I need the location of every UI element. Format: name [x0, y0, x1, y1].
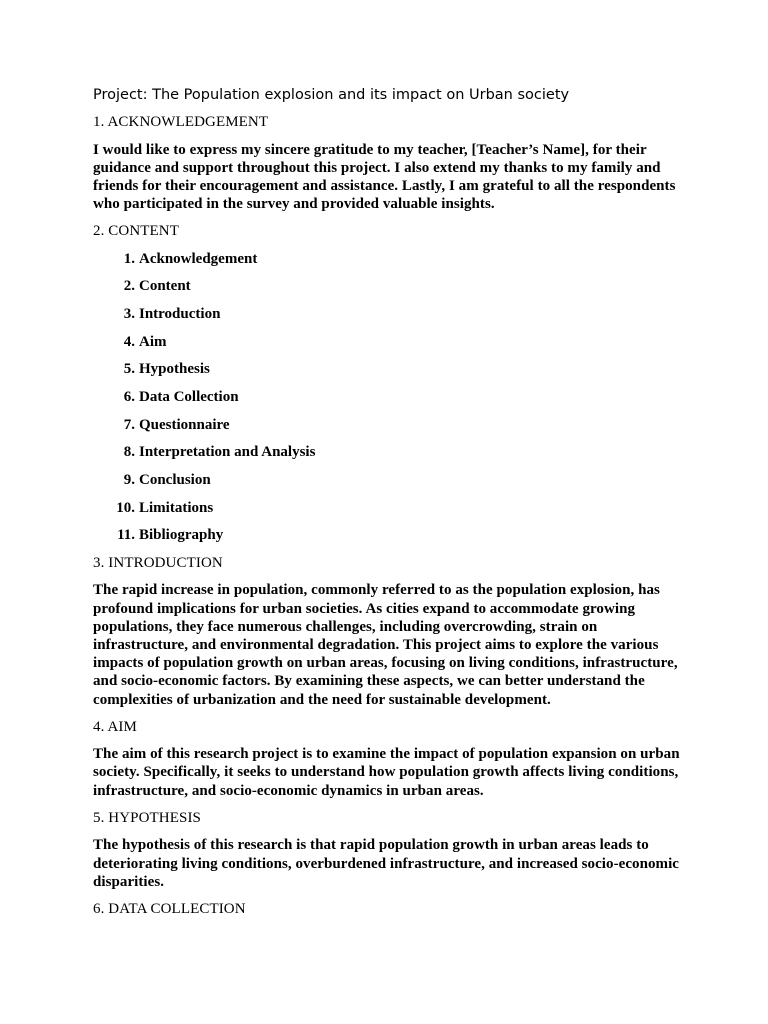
table-of-contents — [93, 250, 693, 544]
toc-item-label: Data Collection — [139, 389, 239, 406]
toc-item-questionnaire — [93, 416, 693, 434]
section-introduction — [93, 554, 693, 709]
section-heading-data-collection: 6. DATA COLLECTION — [93, 901, 246, 917]
toc-item-label: Limitations — [139, 499, 214, 516]
toc-item-number: 11. — [117, 527, 135, 544]
toc-item-label: Aim — [139, 333, 167, 350]
section-heading-aim: 4. AIM — [93, 718, 137, 735]
toc-item-number: 7. — [123, 416, 135, 433]
toc-item-conclusion — [93, 471, 693, 489]
acknowledgement-paragraph: I would like to express my sincere gratitude to my teacher, [Teacher’s Name], for their guidance and support throughout this project. I also extend my thanks to my family and friends for their encouragement and assistance. Lastly, I am grateful to all the respondents who participated in the survey and provided valuable insights. — [93, 141, 676, 213]
section-acknowledgement — [93, 113, 693, 213]
toc-item-introduction — [93, 305, 693, 323]
project-title: Project: The Population explosion and its impact on Urban society — [93, 87, 570, 103]
document-page — [93, 86, 693, 928]
toc-item-label: Questionnaire — [139, 416, 230, 433]
toc-item-label: Content — [139, 278, 191, 295]
toc-item-number: 5. — [123, 361, 135, 378]
toc-item-label: Hypothesis — [139, 361, 210, 378]
toc-item-number: 2. — [123, 278, 135, 295]
section-content — [93, 222, 693, 544]
toc-item-label: Bibliography — [139, 527, 224, 544]
toc-item-hypothesis — [93, 360, 693, 378]
toc-item-number: 3. — [123, 306, 135, 323]
toc-item-label: Acknowledgement — [139, 250, 258, 267]
toc-item-number: 10. — [116, 499, 135, 516]
toc-item-data-collection — [93, 388, 693, 406]
toc-item-label: Interpretation and Analysis — [139, 444, 316, 461]
toc-item-acknowledgement — [93, 250, 693, 268]
toc-item-label: Conclusion — [139, 471, 211, 488]
section-heading-introduction: 3. INTRODUCTION — [93, 554, 223, 571]
aim-paragraph: The aim of this research project is to examine the impact of population expansion on urban society. Specifically, it seeks to understand how population growth affects living conditions, infrastructure, and socio-economic dynamics in urban areas. — [93, 746, 680, 799]
toc-item-limitations — [93, 499, 693, 517]
hypothesis-paragraph: The hypothesis of this research is that rapid population growth in urban areas leads to deteriorating living conditions, overburdened infrastructure, and increased socio-economic disparities. — [93, 837, 679, 890]
section-aim — [93, 718, 693, 800]
section-heading-hypothesis: 5. HYPOTHESIS — [93, 809, 201, 826]
toc-item-number: 6. — [123, 389, 135, 406]
toc-item-interpretation-and-analysis — [93, 443, 693, 461]
toc-item-number: 1. — [123, 250, 135, 267]
toc-item-number: 9. — [123, 471, 135, 488]
section-data-collection — [93, 900, 693, 918]
introduction-paragraph: The rapid increase in population, commonly referred to as the population explosion, has profound implications for urban societies. As cities expand to accommodate growing populations, they face numerous challenges, including overcrowding, strain on infrastructure, and environmental degradation. This project aims to explore the various impacts of population growth on urban areas, focusing on living conditions, infrastructure, and socio-economic factors. By examining these aspects, we can better understand the complexities of urbanization and the need for sustainable development. — [93, 582, 678, 708]
toc-item-label: Introduction — [139, 306, 221, 323]
section-heading-content: 2. CONTENT — [93, 223, 179, 240]
toc-item-content — [93, 277, 693, 295]
toc-item-number: 8. — [123, 444, 135, 461]
section-hypothesis — [93, 809, 693, 891]
section-heading-acknowledgement: 1. ACKNOWLEDGEMENT — [93, 114, 269, 130]
toc-item-aim — [93, 333, 693, 351]
toc-item-number: 4. — [123, 333, 135, 350]
toc-item-bibliography — [93, 526, 693, 544]
